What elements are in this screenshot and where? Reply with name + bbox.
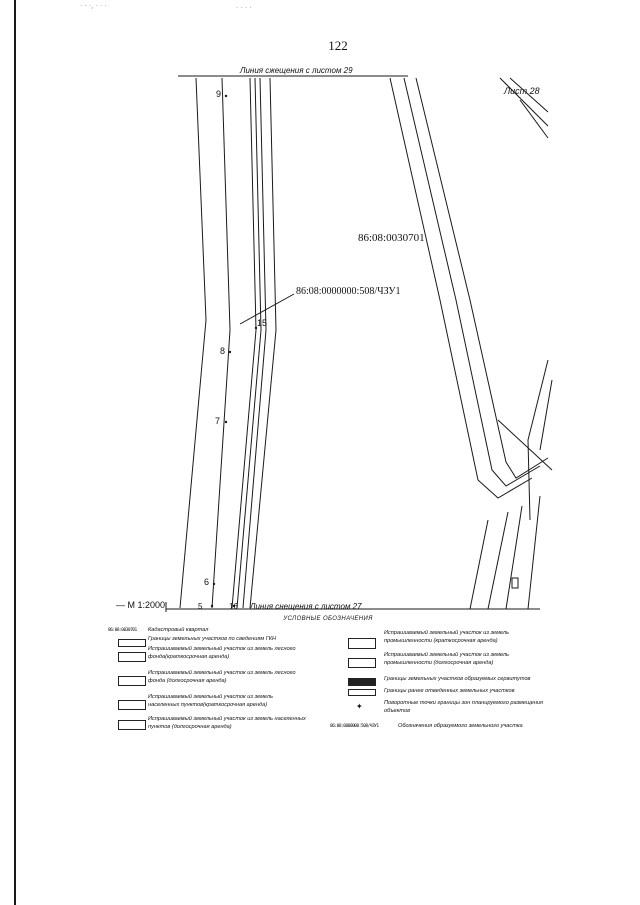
legend-item: Границы земельных участков по сведениям ГКН — [148, 636, 277, 642]
branch-line — [506, 506, 522, 609]
sheet-label: Лист 28 — [504, 86, 540, 96]
easement-label: 86:08:0000000:508/ЧЗУ1 — [296, 286, 401, 297]
branch-line — [488, 512, 508, 609]
point-marker — [225, 95, 227, 97]
branch-line — [470, 520, 488, 609]
turning-point-icon: ✦ — [356, 702, 363, 711]
bottom-match-line-label: Линия снещения с листом 27 — [250, 602, 362, 611]
legend-item: Испрашиваемый земельный участок из земель лесного фонда(краткосрочная аренда) — [148, 646, 296, 660]
legend-swatch — [348, 638, 376, 649]
page-number: 122 — [328, 38, 348, 53]
point-marker — [211, 605, 213, 607]
legend-item: Кадастровый квартал — [148, 627, 209, 633]
road-right-edge — [416, 78, 548, 478]
point-label: 9 — [216, 89, 222, 99]
point-label: 8 — [220, 346, 226, 356]
edge-line — [528, 360, 548, 520]
map-legend — [108, 616, 564, 746]
legend-code: 86:08:0030701 — [108, 628, 137, 633]
legend-item: Испрашиваемый земельный участок из земель промышленности (краткосрочная аренда) — [384, 630, 509, 644]
legend-item: Испрашиваемый земельный участок из земель промышленности (долгосрочная аренда) — [384, 652, 509, 666]
point-label: 7 — [215, 416, 221, 426]
scale-label: — М 1:2000 — [116, 600, 166, 610]
corridor-right-boundary — [250, 78, 276, 608]
scan-noise: · · · · — [236, 4, 252, 12]
legend-title: УСЛОВНЫЕ ОБОЗНАЧЕНИЯ — [283, 616, 373, 622]
point-label: 6 — [204, 577, 210, 587]
legend-item: Испрашиваемый земельный участок из земель населенных пунктов (долгосрочная аренда) — [148, 716, 306, 730]
point-label: 15 — [257, 318, 268, 328]
legend-swatch — [348, 689, 376, 696]
legend-item: Границы земельных участков образуемых сервитутов — [384, 676, 531, 682]
point-marker — [213, 583, 215, 585]
legend-item: Поворотные точки границы зон планируемого размещения объектов — [384, 700, 544, 714]
top-match-line-label: Линия сжещения с листом 29 — [240, 66, 353, 75]
legend-swatch — [118, 700, 146, 710]
corridor-inner-boundary — [212, 78, 230, 608]
point-marker — [229, 351, 231, 353]
legend-swatch — [118, 720, 146, 730]
legend-item: Обозначения образуемого земельного участка — [398, 723, 523, 729]
sheet-corner-line — [520, 100, 548, 138]
legend-item: Границы ранее отведенных земельных участков — [384, 688, 515, 694]
road-inner-edge — [404, 78, 540, 486]
legend-code: 86:08:0000000:508/ЧЗУ1 — [330, 724, 379, 729]
legend-item: Испрашиваемый земельный участок из земель населенных пунктов(краткосрочная аренда) — [148, 694, 273, 708]
small-structure — [512, 578, 518, 588]
legend-swatch — [118, 639, 146, 647]
parcel-label: 86:08:0030701 — [358, 232, 425, 244]
legend-swatch — [118, 676, 146, 686]
edge-line — [540, 380, 552, 450]
corridor-left-boundary — [180, 78, 206, 608]
legend-item: Испрашиваемый земельный участок из земель лесного фонда (долгосрочная аренда) — [148, 670, 296, 684]
point-marker — [225, 421, 227, 423]
point-label: 5 — [198, 602, 203, 611]
road-left-edge — [390, 78, 532, 498]
legend-swatch — [348, 658, 376, 668]
legend-swatch — [118, 652, 146, 662]
scan-noise: · · ·, · · · — [80, 2, 107, 10]
point-label: 16 — [229, 602, 238, 611]
legend-swatch-dark — [348, 678, 376, 686]
